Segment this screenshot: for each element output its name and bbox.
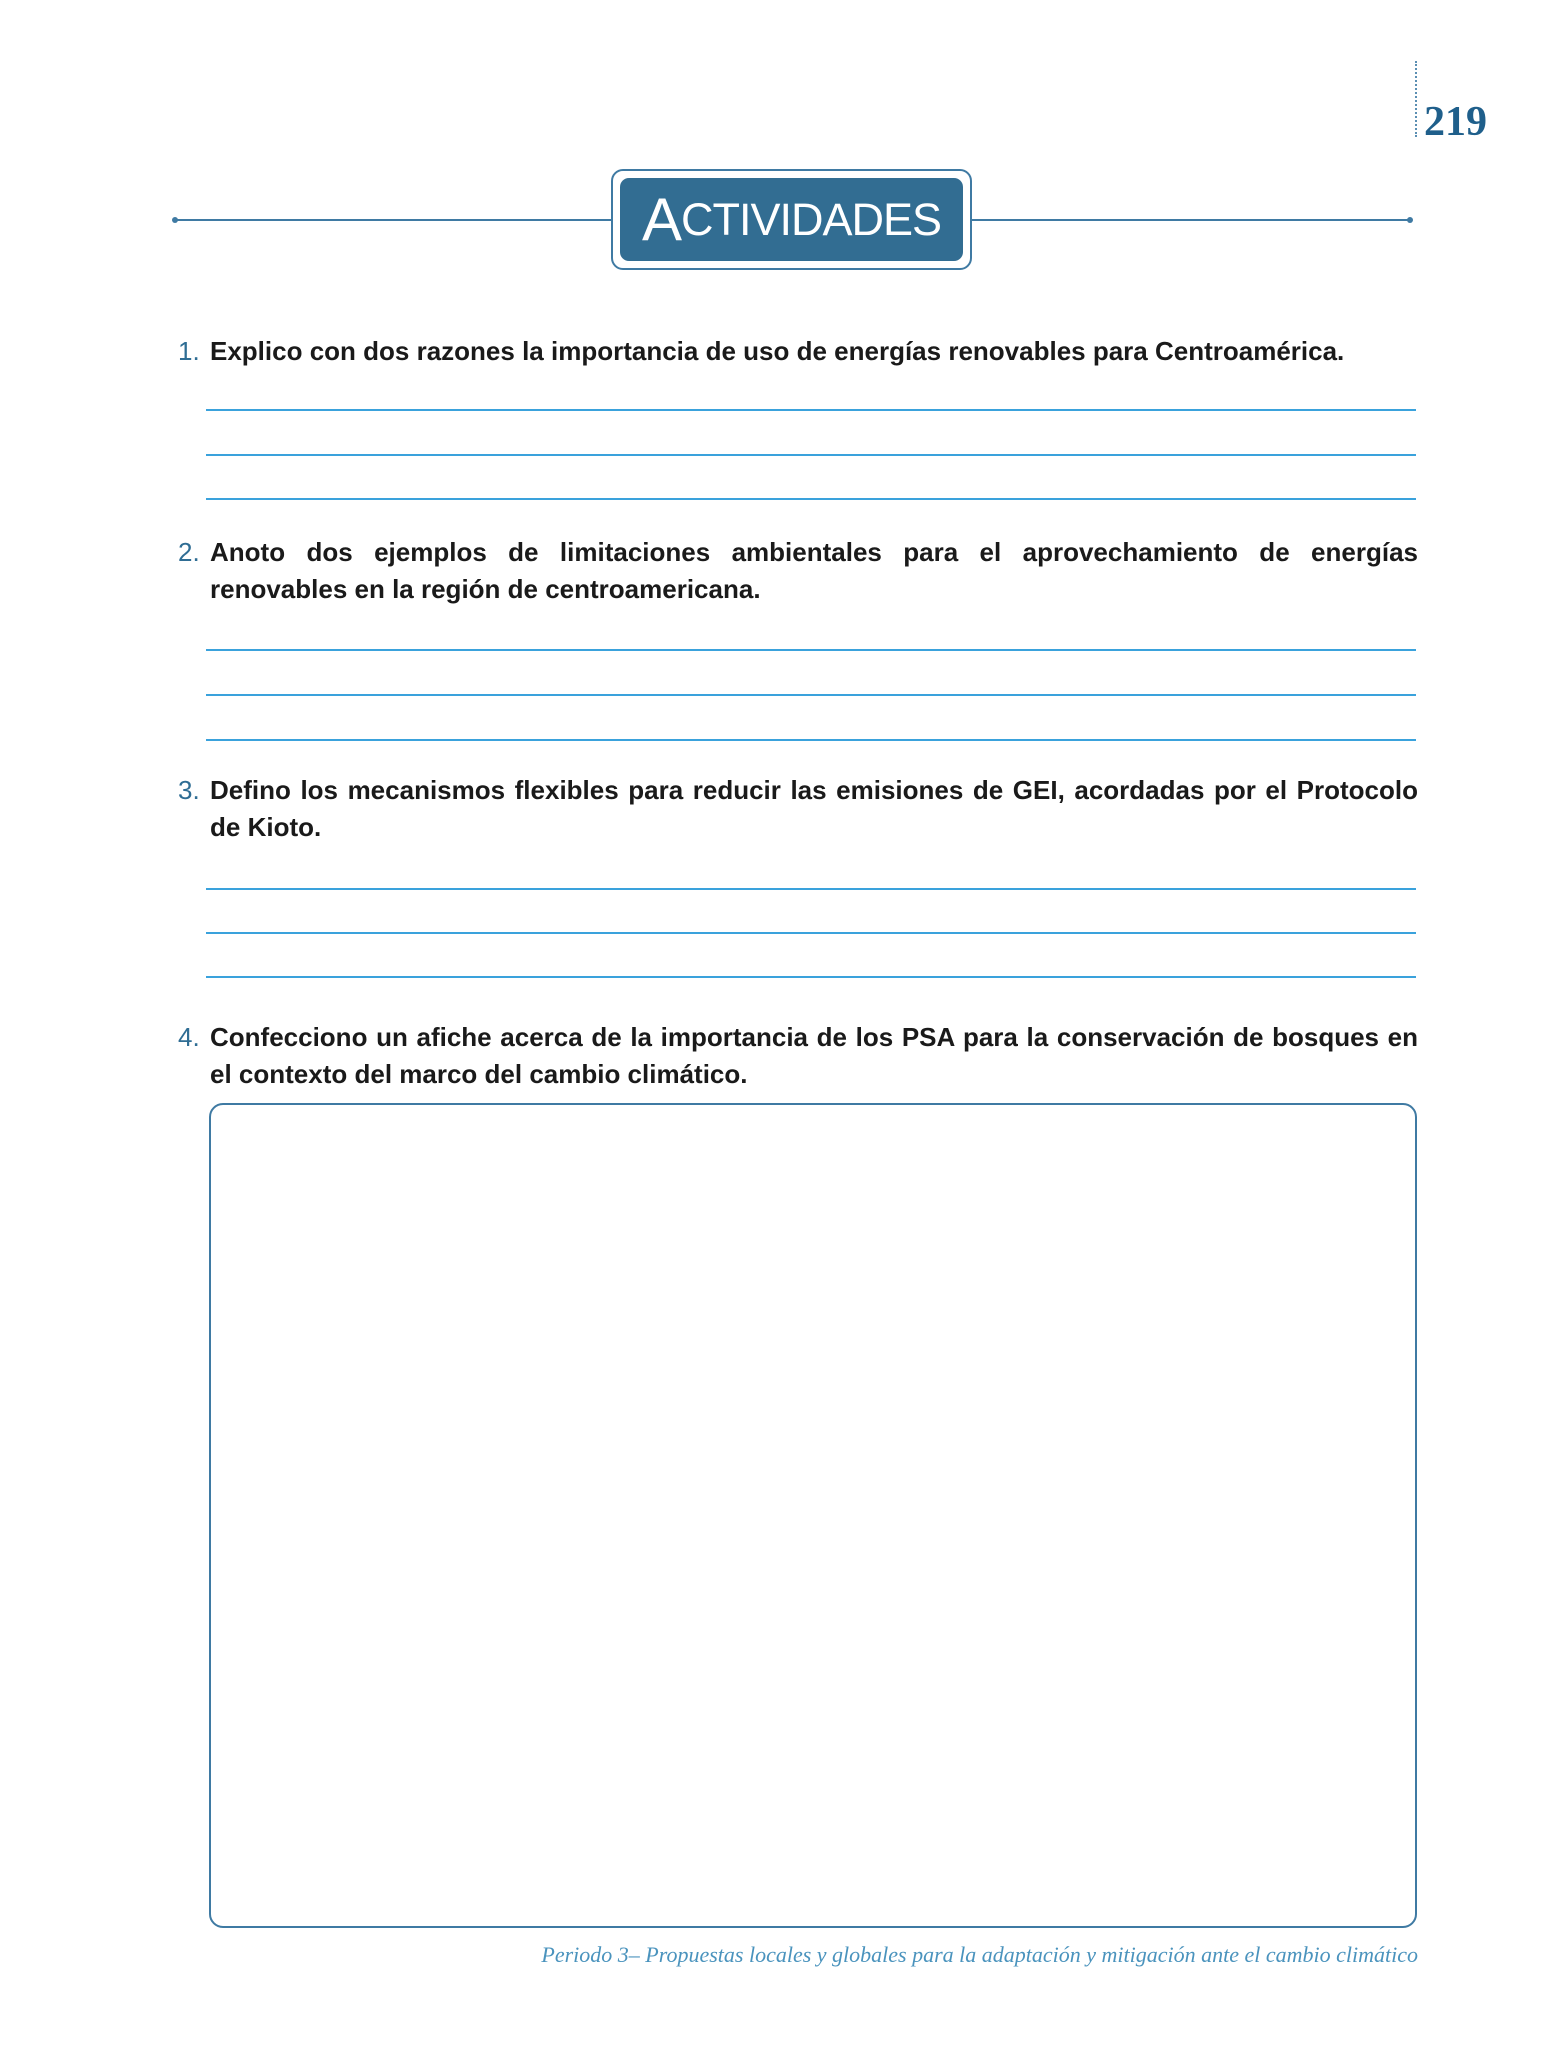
header-rule-dot-right (1407, 217, 1413, 223)
answer-line[interactable] (206, 932, 1416, 934)
question-number: 4. (178, 1022, 200, 1052)
answer-line[interactable] (206, 649, 1416, 651)
question-text: Explico con dos razones la importancia de uso de energías renovables para Centroamérica. (210, 336, 1345, 366)
header-rule-dot-left (172, 217, 178, 223)
question-3 (178, 772, 1418, 846)
answer-line[interactable] (206, 739, 1416, 741)
question-number: 1. (178, 336, 200, 366)
section-title-rest: CTIVIDADES (680, 193, 942, 245)
section-title (620, 178, 963, 261)
page-number: 219 (1424, 99, 1487, 145)
question-text: Confecciono un afiche acerca de la importancia de los PSA para la conservación de bosques en el contexto del marco del cambio climático. (210, 1022, 1418, 1089)
question-1 (178, 333, 1418, 370)
question-4 (178, 1019, 1418, 1093)
question-number: 3. (178, 775, 200, 805)
answer-line[interactable] (206, 976, 1416, 978)
question-text: Defino los mecanismos flexibles para reducir las emisiones de GEI, acordadas por el Protocolo de Kioto. (210, 775, 1418, 842)
question-text: Anoto dos ejemplos de limitaciones ambientales para el aprovechamiento de energías renovables en la región de centroamericana. (210, 537, 1418, 604)
answer-line[interactable] (206, 888, 1416, 890)
page-footer: Periodo 3– Propuestas locales y globales para la adaptación y mitigación ante el cambio climático (541, 1942, 1418, 1967)
section-title-initial: A (641, 186, 681, 253)
answer-line[interactable] (206, 694, 1416, 696)
answer-line[interactable] (206, 498, 1416, 500)
question-number: 2. (178, 537, 200, 567)
answer-line[interactable] (206, 409, 1416, 411)
answer-line[interactable] (206, 454, 1416, 456)
question-2 (178, 534, 1418, 608)
poster-drawing-area[interactable] (209, 1103, 1417, 1928)
page-number-divider (1415, 61, 1417, 137)
